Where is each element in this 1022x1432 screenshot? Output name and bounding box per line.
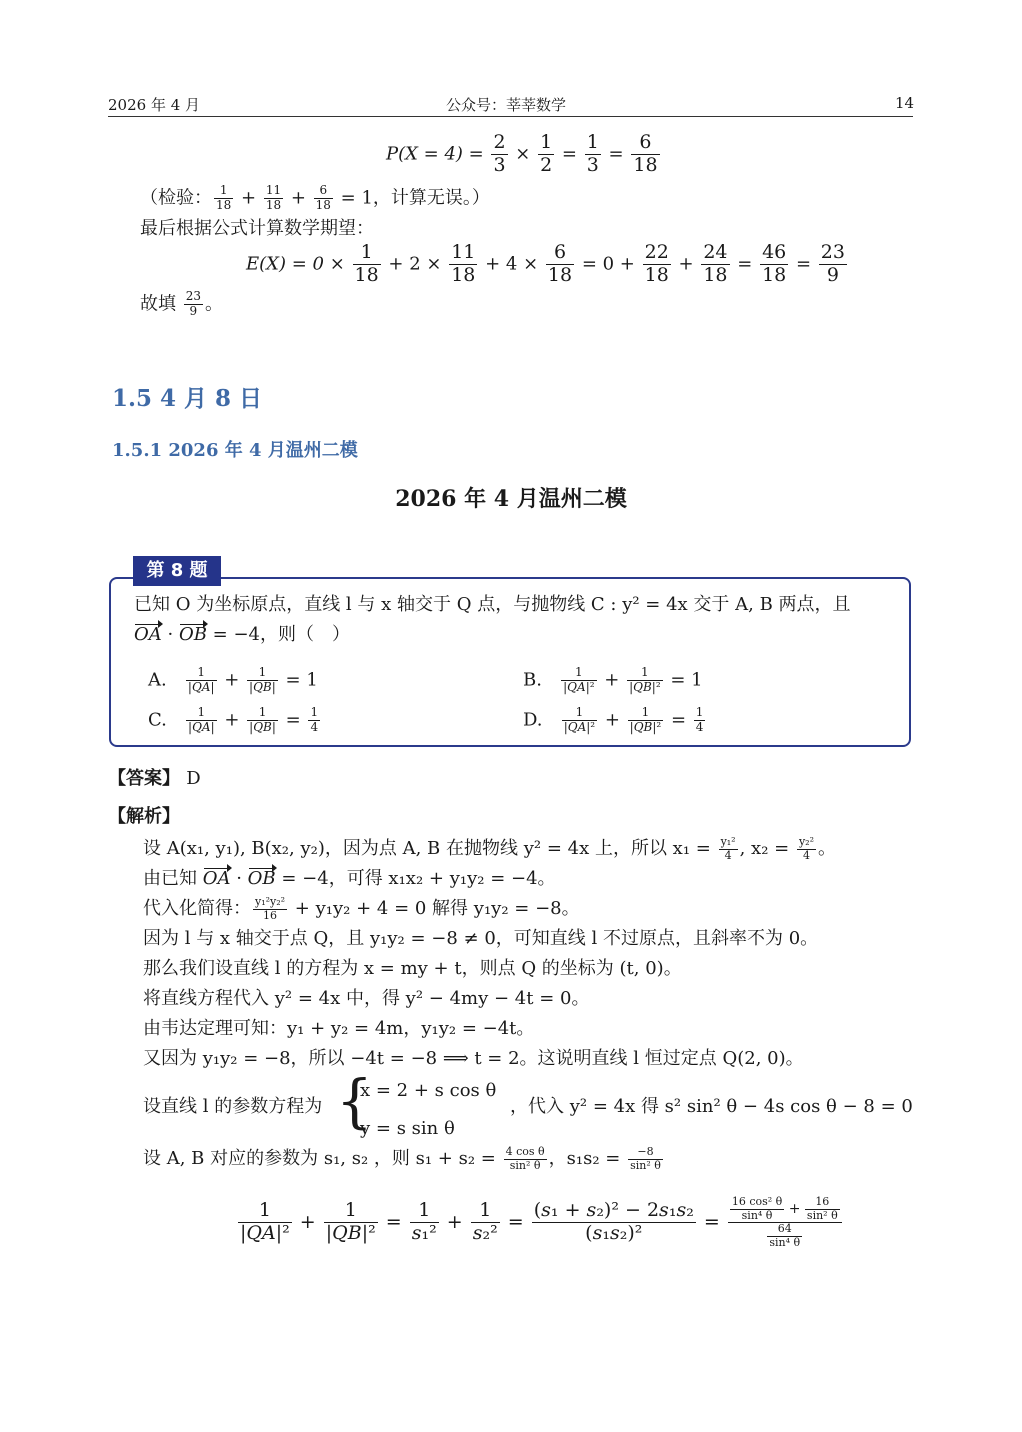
option-a[interactable]: A. $\frac{1}{|QA|}$ + $\frac{1}{|QB|}$ = 1 xyxy=(148,665,318,694)
analysis-line2: 由已知 OA · OB = −4，可得 x₁x₂ + y₁y₂ = −4。 xyxy=(143,866,556,892)
analysis-line6: 将直线方程代入 y² = 4x 中，得 y² − 4my − 4t = 0。 xyxy=(143,988,590,1009)
option-d[interactable]: D. $\frac{1}{\text{|QA|²}}$ + $\frac{1}{\text{|QB|²}}$ = $\frac{1}{4}$ xyxy=(523,705,704,734)
param-eq-y: y = s sin θ xyxy=(360,1118,455,1139)
option-b[interactable]: B. $\frac{1}{\text{|QA|²}}$ + $\frac{1}{\text{|QB|²}}$ = 1 xyxy=(523,665,703,694)
expectation-intro: 最后根据公式计算数学期望： xyxy=(140,218,374,239)
equation-expectation: E(X) = 0 × $\frac{1}{18}$ + 2 × $\frac{11}{18}$ + 4 × $\frac{6}{18}$ = 0 + $\frac{22}{18}$ + $\frac{24}{18}$ = $\frac{46}{18}$ = $\frac{23}{9}$ xyxy=(246,241,845,286)
analysis-line1: 设 A(x₁, y₁), B(x₂, y₂)，因为点 A, B 在抛物线 y² = 4x 上，所以 x₁ = $\frac{\text{y₁²}}{4}$ , x₂ = $\frac{\text{y₂²}}{4}$ 。 xyxy=(143,835,836,862)
param-eq-x: x = 2 + s cos θ xyxy=(360,1080,497,1101)
option-c[interactable]: C. $\frac{1}{|QA|}$ + $\frac{1}{|QB|}$ = $\frac{1}{4}$ xyxy=(148,705,319,734)
question-stem-line1: 已知 O 为坐标原点，直线 l 与 x 轴交于 Q 点，与抛物线 C : y² = 4x 交于 A, B 两点，且 xyxy=(134,594,851,615)
header-date: 2026 年 4 月 xyxy=(108,96,201,114)
analysis-label: 【解析】 xyxy=(108,806,180,827)
page-number: 14 xyxy=(895,94,915,112)
answer-line: 【答案】 D xyxy=(108,768,201,789)
fill-answer: 故填 $\frac{23}{9}$ 。 xyxy=(140,289,224,318)
final-equation: $\frac{1}{\text{|QA|²}}$ + $\frac{1}{\text{|QB|²}}$ = $\frac{1}{\text{s₁²}}$ + $\frac{1}{\text{s₂²}}$ = $\frac{\text{(s₁ + s₂)² − 2s₁s₂}}{\text{(s₁s₂)²}}$ = $\frac{\text{16 cos² θ}}{\text{sin⁴ θ}}$ + $\frac{16}{\text{sin² θ}}$ $\frac{64}{\text{sin⁴ θ}}$ xyxy=(236,1196,844,1250)
section-title: 1.5 4 月 8 日 xyxy=(112,385,263,412)
header-rule xyxy=(108,116,913,117)
analysis-line5: 那么我们设直线 l 的方程为 x = my + t，则点 Q 的坐标为 (t, 0)。 xyxy=(143,958,682,979)
question-tag: 第 8 题 xyxy=(133,556,221,586)
subsection-title: 1.5.1 2026 年 4 月温州二模 xyxy=(112,440,358,461)
header-account: 公众号：莘莘数学 xyxy=(446,96,567,114)
analysis-line3: 代入化简得： $\frac{\text{y₁²y₂²}}{16}$ + y₁y₂ + 4 = 0 解得 y₁y₂ = −8。 xyxy=(143,895,580,922)
exam-title: 2026 年 4 月温州二模 xyxy=(395,486,627,512)
analysis-line9-intro: 设直线 l 的参数方程为 xyxy=(143,1096,323,1117)
system-brace: { xyxy=(336,1067,373,1135)
equation-px4: P(X = 4) = $\frac{2}{3}$ × $\frac{1}{2}$ = $\frac{1}{3}$ = $\frac{6}{18}$ xyxy=(386,131,658,176)
analysis-line7: 由韦达定理可知：y₁ + y₂ = 4m，y₁y₂ = −4t。 xyxy=(143,1018,535,1039)
question-stem-line2: OA · OB = −4，则（ ） xyxy=(134,622,350,648)
check-line: （检验： $\frac{1}{18}$ + $\frac{11}{18}$ + $\frac{6}{18}$ = 1，计算无误。） xyxy=(140,183,490,212)
analysis-line9-rest: ，代入 y² = 4x 得 s² sin² θ − 4s cos θ − 8 = 0 xyxy=(510,1096,913,1117)
analysis-line4: 因为 l 与 x 轴交于点 Q，且 y₁y₂ = −8 ≠ 0，可知直线 l 不过原点，且斜率不为 0。 xyxy=(143,928,819,949)
analysis-line8: 又因为 y₁y₂ = −8，所以 −4t = −8 ⟹ t = 2。这说明直线 l 恒过定点 Q(2, 0)。 xyxy=(143,1048,804,1069)
analysis-line10: 设 A, B 对应的参数为 s₁, s₂ ，则 s₁ + s₂ = $\frac{\text{4 cos θ}}{\text{sin² θ}}$ ，s₁s₂ = $\frac{-8}{\text{sin² θ}}$ xyxy=(143,1145,661,1172)
